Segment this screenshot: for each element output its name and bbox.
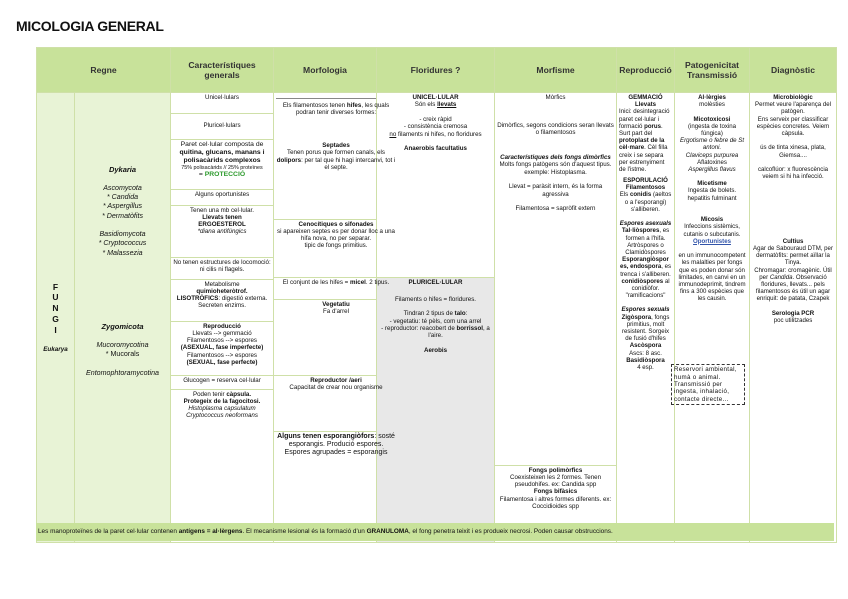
header-row [37, 48, 837, 93]
caract-metabolisme: Metabolisme quimioheteròtrof. LISOTRÒFICS: digestió externa. Secreten enzims. [171, 279, 273, 321]
eukarya-label: Eukarya [43, 345, 68, 353]
caract-unicel: Unicel·lulars [171, 93, 273, 113]
caract-reproduccio: Reproducció Llevats --> gemmació Filamentosos --> espores (ASEXUAL, fase imperfecte) Filamentosos --> espores (SEXUAL, fase perfecte) [171, 321, 273, 375]
reproduccio-cell: GEMMACIÓ Llevats Inici: desintegració paret cel·lular i formació porus. Surt part del protoplast de la cèl·mare. Cèl filla creix i se separa per estrenyiment de l'istme. ESPORULACIÓ Filamentosos Els conidis (aeltos o a l'esporangi) s'alliberen. Espores asexuals Tal·liòspores, es formen a l'hifa. Artròspores o Clamidòspores Esporangiòspor es, endospora, es trenca i s'alliberen. conidiòspores al conidiòfor. "ramificacions" Espores sexuals Zigòspora, fongs primitius, molt resistent. Sorgeix de fusió d'hifes Ascòspora Ascs: 8 asc. Basidiòspora 4 esp. [617, 93, 675, 543]
flor-pluricel: PLURICEL·LULAR Filaments o hifes = floridures. Tindran 2 tipus de talo: - vegetatiu: té pèls, com una arrel - reproductor: reacobert de borrissol, a l'aire. Aerobis [381, 278, 490, 354]
header-regne: Regne [37, 48, 171, 93]
header-morfisme: Morfisme [495, 48, 617, 93]
caract-membrana: Tenen una mb cel·lular. Llevats tenen ERGOESTEROL *diana antifúngics [171, 205, 273, 257]
morfisme-caract-dimorfics: Característiques dels fongs dimòrfics Molts fongs patògens són d'aquest tipus. exemple: Histoplasma. Llevat = paràsit intern, és la forma agressiva Filamentosa = sapròfit extern [495, 153, 616, 465]
morfisme-dimorfics: Dimòrfics, segons condicions seran llevats o filamentosos [497, 122, 614, 137]
reservori-box: Reservori ambiental, humà o animal. Transmissió per ingesta, inhalació, contacte directe... [671, 364, 745, 405]
ascomycota-label: Ascomycota [103, 183, 142, 192]
zygomicota-label: Zygomicota [101, 322, 144, 332]
morfisme-list [495, 93, 616, 542]
patogenicitat-cell: Al·lèrgies molèsties Micotoxicosi (ingesta de toxina fúngica) Ergotisme o febre de St antoni. Claviceps purpurea Aflatoxines Aspergillus flavus Micetisme Ingesta de bolets. hepatitis fulminant Micosis Infeccions sistèmics, cutanis o subcutanis. Oportunistes en un immunocompetent les malalties per fongs que es poden donar són limitades, en canvi en un immunodeprimit, tindrem fins a 300 espècies que les causin. Reservori ambiental, humà o animal. Transmissió per ingesta, inhalació, contacte directe... [675, 93, 750, 543]
caract-glucogen: Glucogen = reserva cel·lular [171, 375, 273, 389]
list-item: * Aspergillus [102, 202, 143, 211]
caracteristiques-cell [171, 93, 274, 543]
morfo-vegetatiu: Vegetatiu Fa d'arrel [274, 299, 398, 375]
list-item: * Cryptococcus [98, 239, 147, 248]
caract-pluricel: Pluricel·lulars [171, 113, 273, 139]
mucoromycotina-label: Mucoromycotina [96, 341, 149, 350]
footer-note: Les manoproteïnes de la paret cel·lular contenen antígens = al·lèrgens. El mecanisme lesional és la formació d'un GRANULOMA, el fong penetra teixit i es produeix necrosi. Poden causar obstruccions. [36, 523, 834, 541]
page-title: MICOLOGIA GENERAL [16, 18, 164, 34]
caract-oportunistes: Alguns oportunistes [171, 189, 273, 205]
header-reproduccio: Reproducció [617, 48, 675, 93]
flor-unicel: UNICEL·LULAR Són els llevats - creix ràpid - consistència cremosa no filaments ni hifes, no floridures Anaerobis facultatius [377, 93, 494, 277]
header-diagnostic: Diagnòstic [750, 48, 837, 93]
header-floridures: Floridures ? [377, 48, 495, 93]
dykaria-label: Dykaria [108, 165, 137, 174]
morfo-cenocitiques: Cenocítiques o sifonades si apareixen septes es per donar lloc a una hifa nova, no per separar. tipic de fongs primitius. [274, 219, 398, 277]
caract-paret: Paret cel·lular composta de quitina, glucans, manans i polisacàrids complexos 75% polisacàrids // 25% proteïnes = PROTECCIÓ [171, 139, 273, 189]
header-patogenicitat: Patogenicitat Transmissió [675, 48, 750, 93]
list-item: * Dermatòfits [102, 211, 143, 220]
list-item: * Malassezia [102, 248, 143, 257]
caract-capsula: Poden tenir càpsula. Protegeix de la fagocitosi. Histoplasma capsulatum Cryptococcus neoformans [183, 390, 261, 420]
taxonomy-cell [75, 93, 171, 543]
list-item: * Mucorals [105, 350, 140, 359]
morfo-hifes: Els filamentosos tenen hifes, les quals podran tenir diverses formes: [274, 93, 398, 141]
entomo-label: Entomophtoramycotina [86, 368, 159, 377]
morfisme-morfics: Mòrfics [545, 94, 566, 101]
morfisme-polimorfics: Fongs polimòrfics Coexisteixen les 2 formes. Tenen pseudohifes. ex: Candida spp Fongs bifàsics Filamentosa i altres formes diferents. ex: Coccidioides spp [499, 466, 612, 511]
header-morfologia: Morfologia [274, 48, 377, 93]
caracteristiques-list [171, 93, 273, 542]
header-caracteristiques: Característiques generals [171, 48, 274, 93]
morfo-reproductor: Reproductor /aeri Capacitat de crear nou organisme [274, 375, 398, 431]
morfisme-cell [495, 93, 617, 543]
morfologia-cell [274, 93, 396, 543]
diagnostic-cell: Microbiològic Permet veure l'aparença del patògen. Ens serveix per classificar espècies concretes. Veiem càpsula. ús de tinta xinesa, plata, Giemsa.... calcoflúor: x fluorescència veiem si hi ha infecció. Cultius Agar de Sabouraud DTM, per dermatòfits: permet aïllar la Tinya. Chromagar: cromagènic. Útil per Candida. Observació floridures, llevats... pels filamentosos és útil un agar enriquit: de patata, Czapek Serologia PCR poc utilitzades [750, 93, 837, 543]
content-row [37, 93, 837, 543]
caract-locomocio: No tenen estructures de locomoció: ni cilis ni flagels. [171, 257, 273, 279]
fungi-label: F U N G I [52, 281, 59, 336]
mycology-table [36, 47, 837, 543]
regne-cell [37, 93, 75, 543]
basidiomycota-label: Basidiomycota [99, 230, 146, 239]
list-item: * Candida [106, 193, 139, 202]
morfo-micel: El conjunt de les hifes = micel. 2 tipus. [274, 277, 398, 299]
morfo-septades: Septades Tenen porus que formen canals, els dolipors: per tal que hi hagi intercanvi, tot i el septe. [274, 141, 398, 219]
morfo-esporangiofors: Alguns tenen esporangiòfors: sosté esporangis. Produció espores. Espores agrupades = esporangis [277, 432, 395, 456]
